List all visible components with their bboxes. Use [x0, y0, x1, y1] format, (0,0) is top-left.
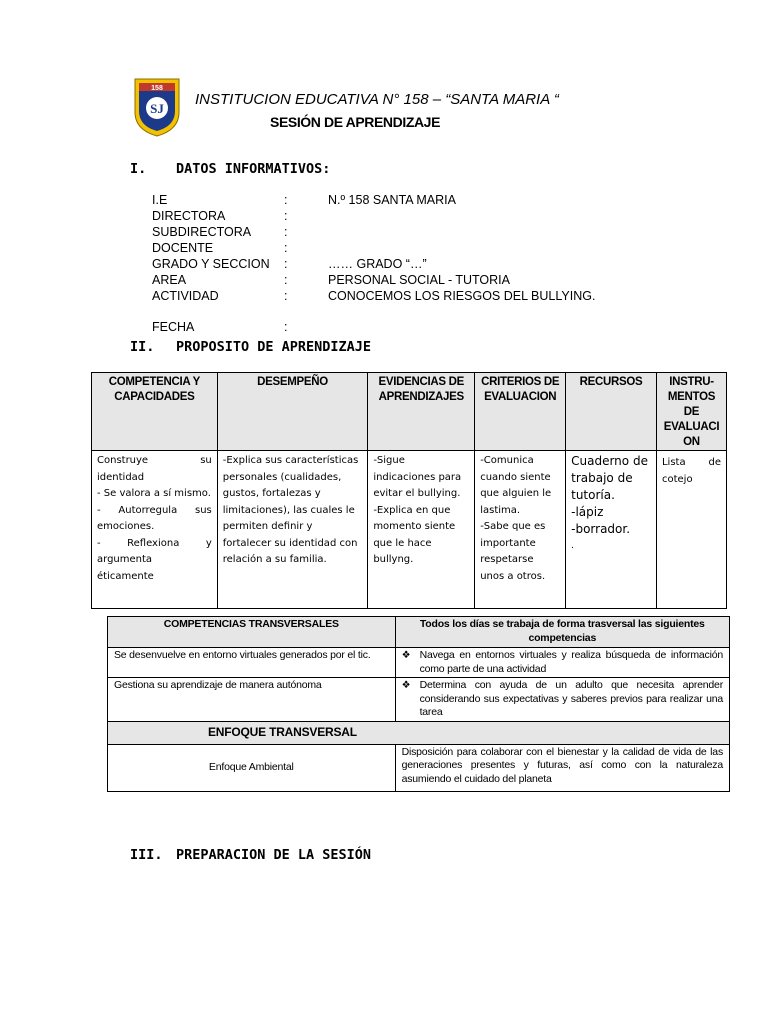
bullet-text: Determina con ayuda de un adulto que necesita aprender considerando sus expectativas y saberes previos para realizar una tarea	[419, 679, 723, 718]
transversal-descripcion	[395, 678, 729, 722]
header-criterios: CRITERIOS DE EVALUACION	[475, 373, 566, 451]
institution-title: INSTITUCION EDUCATIVA N° 158 – “SANTA MARIA “	[195, 91, 559, 108]
info-value: CONOCEMOS LOS RIESGOS DEL BULLYING.	[328, 289, 596, 303]
recurso-line: Cuaderno de trabajo de tutoría.	[571, 454, 648, 502]
cell-desempeno	[217, 451, 368, 609]
transversal-row	[108, 648, 730, 678]
session-title: SESIÓN DE APRENDIZAJE	[270, 114, 441, 130]
proposito-table	[91, 372, 727, 609]
cell-instrumentos	[656, 451, 726, 609]
competencia-line: Construye su identidad	[97, 455, 212, 483]
transversal-competencia: Gestiona su aprendizaje de manera autónoma	[108, 678, 396, 722]
info-label: I.E	[152, 193, 168, 207]
desempeno-text: -Explica sus características personales (cualidades, gustos, fortalezas y limitaciones), las cuales le permiten definir y fortalecer su identidad con relación a su familia.	[222, 455, 359, 565]
info-value: PERSONAL SOCIAL - TUTORIA	[328, 273, 510, 287]
header-recursos: RECURSOS	[566, 373, 657, 451]
section-title: PROPOSITO DE APRENDIZAJE	[176, 339, 372, 355]
criterio-line: -Sabe que es importante respetarse unos a otros.	[480, 521, 546, 582]
instrumento-text: Lista de cotejo	[661, 457, 721, 485]
info-label: SUBDIRECTORA	[152, 225, 252, 239]
cell-evidencias	[368, 451, 475, 609]
info-colon: :	[284, 273, 288, 287]
section-proposito	[130, 339, 371, 355]
transversales-header-row	[108, 617, 730, 648]
enfoque-descripcion: Disposición para colaborar con el bienestar y la calidad de vida de las generaciones presentes y futuras, así como con la naturaleza asumiendo el cuidado del planeta	[395, 744, 729, 791]
proposito-header-row	[92, 373, 727, 451]
info-value: …… GRADO “…”	[328, 257, 427, 271]
school-crest-logo	[132, 76, 182, 138]
recurso-line: .	[571, 541, 574, 551]
evidencia-line: -Sigue indicaciones para evitar el bullying.	[373, 455, 462, 499]
enfoque-row	[108, 744, 730, 791]
header-desempeno: DESEMPEÑO	[217, 373, 368, 451]
diamond-bullet-icon: ❖	[401, 680, 411, 691]
svg-text:SJ: SJ	[150, 101, 164, 116]
cell-competencia	[92, 451, 218, 609]
section-number: I.	[130, 161, 147, 177]
section-number: II.	[130, 339, 155, 355]
enfoque-header-row	[108, 721, 730, 744]
cell-criterios	[475, 451, 566, 609]
recurso-line: -lápiz	[571, 505, 604, 519]
info-colon: :	[284, 289, 288, 303]
info-colon: :	[284, 209, 288, 223]
competencia-line: - Reflexiona y argumenta éticamente	[97, 537, 212, 582]
cell-recursos	[566, 451, 657, 609]
svg-text:158: 158	[151, 85, 163, 92]
competencia-line: - Se valora a sí mismo.	[97, 488, 211, 499]
competencia-line: - Autorregula sus emociones.	[97, 504, 212, 532]
bullet-text: Navega en entornos virtuales y realiza búsqueda de información como parte de una actividad	[419, 649, 723, 675]
header-instrumentos: INSTRU-MENTOS DE EVALUACI ON	[656, 373, 726, 451]
info-label: ACTIVIDAD	[152, 289, 219, 303]
header-evidencias: EVIDENCIAS DE APRENDIZAJES	[368, 373, 475, 451]
recurso-line: -borrador.	[571, 522, 631, 536]
transversales-table	[107, 616, 730, 792]
info-colon: :	[284, 257, 288, 271]
info-label: FECHA	[152, 320, 195, 334]
header-competencia: COMPETENCIA Y CAPACIDADES	[92, 373, 218, 451]
info-label: DOCENTE	[152, 241, 214, 255]
info-colon: :	[284, 320, 288, 334]
section-datos-informativos	[130, 161, 330, 177]
section-number: III.	[130, 847, 163, 863]
info-colon: :	[284, 241, 288, 255]
info-value: N.º 158 SANTA MARIA	[328, 193, 456, 207]
transversal-descripcion	[395, 648, 729, 678]
enfoque-nombre: Enfoque Ambiental	[108, 744, 396, 791]
proposito-content-row	[92, 451, 727, 609]
section-title: PREPARACION DE LA SESIÓN	[176, 847, 372, 863]
header-competencias-transversales: COMPETENCIAS TRANSVERSALES	[108, 617, 396, 648]
info-label: DIRECTORA	[152, 209, 226, 223]
transversal-competencia: Se desenvuelve en entorno virtuales generados por el tic.	[108, 648, 396, 678]
section-title: DATOS INFORMATIVOS:	[176, 161, 331, 177]
info-colon: :	[284, 225, 288, 239]
transversal-row	[108, 678, 730, 722]
section-preparacion	[130, 847, 371, 863]
evidencia-line: -Explica en que momento siente que le hace bullyng.	[373, 504, 456, 565]
criterio-line: -Comunica cuando siente que alguien le lastima.	[480, 455, 552, 516]
info-colon: :	[284, 193, 288, 207]
info-label: AREA	[152, 273, 187, 287]
info-label: GRADO Y SECCION	[152, 257, 270, 271]
diamond-bullet-icon: ❖	[401, 650, 411, 661]
enfoque-transversal-header: ENFOQUE TRANSVERSAL	[108, 721, 730, 744]
header-todos-los-dias: Todos los días se trabaja de forma trasversal las siguientes competencias	[395, 617, 729, 648]
